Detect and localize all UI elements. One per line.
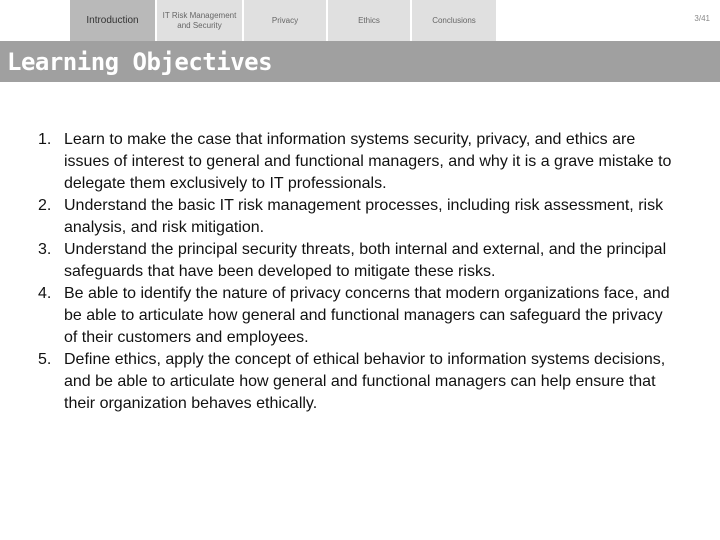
- list-item-number: 1.: [38, 131, 52, 148]
- tab-label: Ethics: [358, 15, 380, 25]
- list-item: [28, 195, 678, 239]
- list-item: [28, 239, 678, 283]
- objectives-list: [28, 129, 678, 415]
- list-item-text: Be able to identify the nature of privacy concerns that modern organizations face, and be able to articulate how general and functional managers can safeguard the privacy of their customers and employees.: [64, 285, 670, 346]
- tab-privacy[interactable]: [244, 0, 326, 41]
- tab-label: IT Risk Management and Security: [162, 10, 237, 30]
- list-item-number: 2.: [38, 197, 52, 214]
- list-item: [28, 349, 678, 415]
- tab-introduction[interactable]: [70, 0, 155, 41]
- tab-label: Privacy: [271, 15, 299, 25]
- list-item-text: Learn to make the case that information systems security, privacy, and ethics are issues of interest to general and functional managers, and why it is a grave mistake to delegate them exclusively to IT professionals.: [64, 131, 672, 192]
- tab-ethics[interactable]: [328, 0, 410, 41]
- tab-it-risk-management-and-security[interactable]: [157, 0, 242, 41]
- list-item-number: 4.: [38, 285, 52, 302]
- title-bar: [0, 41, 720, 82]
- list-item-text: Understand the basic IT risk management processes, including risk assessment, risk analysis, and risk mitigation.: [64, 197, 664, 236]
- list-item-text: Understand the principal security threats, both internal and external, and the principal safeguards that have been developed to mitigate these risks.: [64, 241, 667, 280]
- slide-number: 3/41: [694, 14, 710, 23]
- tab-label: Introduction: [86, 14, 139, 26]
- section-navbar: [0, 0, 720, 41]
- list-item-number: 3.: [38, 241, 52, 258]
- list-item: [28, 129, 678, 195]
- list-item-number: 5.: [38, 351, 52, 368]
- list-item: [28, 283, 678, 349]
- tab-label: Conclusions: [432, 15, 476, 25]
- tab-conclusions[interactable]: [412, 0, 496, 41]
- list-item-text: Define ethics, apply the concept of ethical behavior to information systems decisions, and be able to articulate how general and functional managers can help ensure that their organization behaves ethically.: [64, 351, 666, 412]
- page-title: Learning Objectives: [7, 48, 273, 76]
